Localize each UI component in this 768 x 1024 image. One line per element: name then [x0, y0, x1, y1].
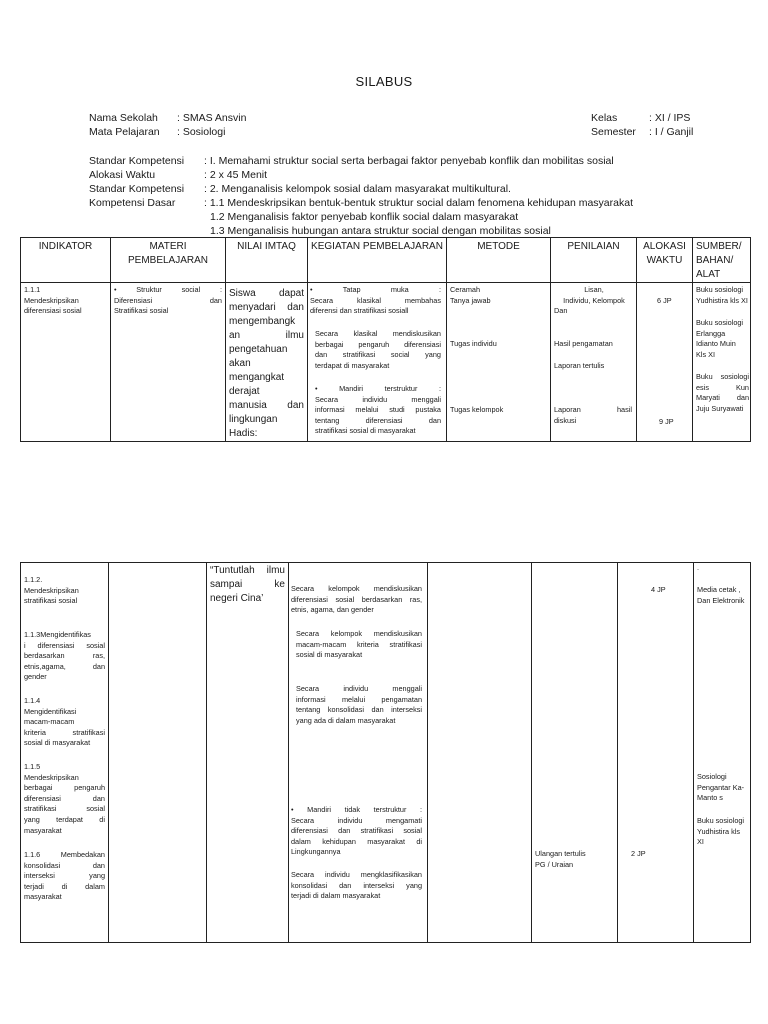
text-line: stratifikasi sosial di masyarakat	[315, 426, 416, 436]
kegiatan-mandiri-terstruktur	[315, 384, 441, 437]
text-line: berdasarkan ras,	[24, 651, 105, 661]
text-line: Lingkungannya	[291, 847, 341, 857]
text-line: etnis,agama, dan	[24, 661, 105, 671]
text-line: Manto s	[697, 793, 723, 803]
sumber-cell-2	[694, 563, 751, 943]
text-line: Secara kelompok mendiskusikan	[291, 584, 422, 593]
text-line: Secara individu mengklasifikasikan	[291, 870, 422, 879]
text-line: Ulangan tertulis	[535, 849, 586, 858]
text-line: Dan	[554, 306, 568, 316]
nama-sekolah-label: Nama Sekolah	[89, 112, 158, 124]
text-line: an ilmu	[229, 330, 304, 341]
text-line: Lisan,	[584, 285, 604, 294]
alokasi-waktu-label: Alokasi Waktu	[89, 169, 156, 181]
text-line: menyadari dan	[229, 302, 304, 313]
kegiatan-individu-2	[291, 870, 422, 902]
text-line: mengembangk	[229, 316, 296, 327]
text-line: dalam kehidupan masyarakat di	[291, 836, 422, 846]
text-line: 1.1.4	[24, 696, 41, 705]
header-nilai-imtaq: NILAI IMTAQ	[226, 238, 308, 283]
text-line: Secara individu mengamati	[291, 815, 422, 825]
header-kegiatan: KEGIATAN PEMBELAJARAN	[308, 238, 447, 283]
text-line: dan stratifikasi social yang	[315, 350, 441, 360]
text-line: Buku sosiologi	[696, 372, 749, 381]
text-line: interseksi yang	[24, 871, 105, 881]
materi-text	[114, 285, 222, 317]
text-line: Erlangga	[696, 328, 726, 338]
sumber-media-cetak	[697, 585, 744, 606]
header-alokasi: ALOKASI WAKTU	[637, 238, 693, 283]
text-line: etnis, agama, dan gender	[291, 605, 374, 615]
text-line: 1.1.6 Membedakan	[24, 850, 105, 859]
text-line: diferensiasi sosial	[24, 306, 82, 316]
table-row	[21, 283, 751, 442]
text-line: Kls XI	[696, 349, 716, 359]
text-line: Mengidentifikasi	[24, 706, 77, 716]
text-line: akan	[229, 358, 251, 369]
penilaian-hasil-pengamatan: Hasil pengamatan	[554, 339, 613, 348]
text-line: Maryati dan	[696, 393, 749, 403]
indikator-1-1-4	[24, 696, 105, 749]
semester-label: Semester	[591, 126, 636, 138]
sumber-esis	[696, 372, 749, 414]
metode-cell-2	[428, 563, 532, 943]
indikator-1-1-5	[24, 762, 105, 836]
text-line: Dan Elektronik	[697, 595, 745, 605]
text-line: berbagai pengaruh	[24, 783, 105, 793]
table-row	[21, 563, 751, 943]
kegiatan-individu-1	[296, 684, 422, 726]
text-line: Buku sosiologi	[696, 318, 744, 327]
text-line: esis Kun	[696, 382, 749, 392]
text-line: informasi melalui studi pustaka	[315, 405, 441, 415]
text-line: stratifikasi sosial	[24, 804, 105, 814]
text-line: Ceramah	[450, 285, 481, 294]
syllabus-table-1	[20, 237, 751, 442]
text-line: terjadi di dalam masyarakat	[291, 891, 381, 901]
text-line: yang terdapat di	[24, 814, 105, 824]
indikator-1-1-1	[24, 285, 108, 317]
text-line: sosial di masyarakat	[296, 650, 363, 660]
imtaq-cell	[226, 283, 308, 442]
text-line: Hadis:	[229, 428, 258, 439]
sumber-yudhistira-2	[697, 816, 744, 848]
standard-label-1: Standar Kompetensi	[89, 155, 185, 167]
text-line: macam-macam kriteria stratifikasi	[296, 639, 422, 649]
indikator-1-1-2	[24, 575, 107, 607]
text-line: Juju Suryawati	[696, 403, 744, 413]
materi-cell-2	[109, 563, 207, 943]
penilaian-laporan-diskusi	[554, 405, 632, 426]
kegiatan-kelompok-1	[291, 584, 422, 616]
text-line: • Tatap muka :	[310, 285, 441, 294]
alokasi-2jp: 2 JP	[631, 849, 646, 858]
text-line: • Mandiri tidak terstruktur :	[291, 805, 422, 814]
text-line: 1.1.5	[24, 762, 41, 771]
alokasi-waktu-value: : 2 x 45 Menit	[204, 169, 268, 181]
kompetensi-dasar-label: Kompetensi Dasar	[89, 197, 176, 209]
kegiatan-cell	[308, 283, 447, 442]
text-line: 1.1.1	[24, 285, 41, 294]
text-line: Pengantar Ka-	[697, 782, 745, 792]
semester-value: : I / Ganjil	[649, 126, 694, 138]
text-line: berbagai pengaruh diferensiasi	[315, 339, 441, 349]
text-line: Yudhistira kls XI	[696, 295, 748, 305]
text-line: • Struktur social :	[114, 285, 222, 294]
text-line: diferensiasi dan stratifikasi sosial	[291, 826, 422, 836]
text-line: 1.1.2.	[24, 575, 43, 584]
text-line: terjadi di dalam	[24, 881, 105, 891]
text-line: Mendeskripsikan	[24, 772, 79, 782]
indikator-cell	[21, 283, 111, 442]
standard-label-2: Standar Kompetensi	[89, 183, 185, 195]
text-line: Sosiologi	[697, 772, 727, 781]
text-line: konsolidasi dan interseksi yang	[291, 880, 422, 890]
table-header-row	[21, 238, 751, 283]
text-line: gender	[24, 672, 47, 682]
penilaian-lisan	[554, 285, 634, 317]
text-line: Secara individu menggali	[315, 394, 441, 404]
text-line: diferensi dan stratifikasi sosiall	[310, 306, 409, 316]
text-line: masyarakat	[24, 825, 62, 835]
alokasi-6jp: 6 JP	[657, 296, 672, 305]
metode-tugas-individu: Tugas individu	[450, 339, 497, 348]
header-metode: METODE	[447, 238, 551, 283]
text-line: yang ada di dalam masyarakat	[296, 715, 396, 725]
text-line: mengangkat	[229, 372, 285, 383]
kegiatan-tatap-muka	[310, 285, 441, 317]
mata-pelajaran-value: : Sosiologi	[177, 126, 226, 138]
text-line: 1.1.3Mengidentifikas	[24, 630, 91, 639]
text-line: konsolidasi dan	[24, 860, 105, 870]
text-line: Buku sosiologi	[697, 816, 745, 825]
metode-ceramah	[450, 285, 491, 306]
nama-sekolah-value: : SMAS Ansvin	[177, 112, 247, 124]
metode-tugas-kelompok: Tugas kelompok	[450, 405, 504, 414]
text-line: “Tuntutlah ilmu	[210, 565, 285, 576]
kompetensi-dasar-1: : 1.1 Mendeskripsikan bentuk-bentuk struktur social dalam fenomena kehidupan masyarakat	[204, 197, 633, 209]
mata-pelajaran-label: Mata Pelajaran	[89, 126, 160, 138]
indikator-1-1-3	[24, 630, 105, 683]
text-line: Idianto Muin	[696, 339, 736, 349]
sumber-cell	[693, 283, 751, 442]
header-materi: MATERI PEMBELAJARAN	[111, 238, 226, 283]
alokasi-4jp: 4 JP	[651, 585, 666, 594]
standard-value-2: : 2. Menganalisis kelompok sosial dalam masyarakat multikultural.	[204, 183, 511, 195]
text-line: Buku sosiologi	[696, 285, 744, 294]
penilaian-cell	[551, 283, 637, 442]
text-line: • Mandiri terstruktur :	[315, 384, 441, 393]
text-line: derajat	[229, 386, 260, 397]
text-line: Individu, Kelompok	[563, 295, 625, 305]
text-line: diskusi	[554, 415, 577, 425]
text-line: Diferensiasi dan	[114, 295, 222, 305]
header-sumber: SUMBER/ BAHAN/ ALAT	[693, 238, 751, 283]
imtaq-cell-2	[207, 563, 289, 943]
text-line: sampai ke	[210, 579, 285, 590]
text-line: Stratifikasi sosial	[114, 306, 169, 316]
indikator-cell-2	[21, 563, 109, 943]
text-line: diferensiasi sosial berdasarkan ras,	[291, 594, 422, 604]
text-line: Mendeskripsikan	[24, 295, 79, 305]
penilaian-cell-2	[532, 563, 618, 943]
text-line: tentang konsolidasi dan interseksi	[296, 705, 422, 715]
syllabus-table-2	[20, 562, 751, 943]
penilaian-ulangan	[535, 849, 586, 870]
penilaian-laporan-tertulis: Laporan tertulis	[554, 361, 605, 370]
text-line: PG / Uraian	[535, 859, 574, 869]
alokasi-9jp: 9 JP	[659, 417, 674, 426]
sumber-erlangga	[696, 318, 743, 360]
kegiatan-klasikal	[315, 329, 441, 371]
text-line: i diferensiasi sosial	[24, 640, 105, 650]
standard-value-1: : I. Memahami struktur social serta berbagai faktor penyebab konflik dan mobilitas sosial	[204, 155, 614, 167]
metode-cell	[447, 283, 551, 442]
page-title: SILABUS	[355, 74, 413, 89]
sumber-dot: .	[697, 563, 700, 572]
text-line: Secara klasikal membahas	[310, 295, 441, 305]
imtaq-hadis	[210, 564, 285, 606]
text-line: Siswa dapat	[229, 288, 304, 299]
text-line: terdapat di masyarakat	[315, 360, 390, 370]
text-line: informasi melalui pengamatan	[296, 694, 422, 704]
text-line: tentang diferensiasi dan	[315, 415, 441, 425]
kegiatan-kelompok-2	[296, 629, 422, 661]
text-line: sosial di masyarakat	[24, 738, 91, 748]
text-line: Media cetak ,	[697, 585, 741, 594]
text-line: macam-macam	[24, 717, 75, 727]
text-line: kriteria stratifikasi	[24, 727, 105, 737]
text-line: Secara kelompok mendiskusikan	[296, 629, 422, 638]
text-line: lingkungan	[229, 414, 278, 425]
sumber-yudhistira	[696, 285, 748, 306]
text-line: Secara klasikal mendiskusikan	[315, 329, 441, 338]
kompetensi-dasar-2: 1.2 Menganalisis faktor penyebab konflik social dalam masyarakat	[210, 211, 519, 223]
text-line: XI	[697, 837, 704, 847]
header-penilaian: PENILAIAN	[551, 238, 637, 283]
kegiatan-cell-2	[289, 563, 428, 943]
text-line: negeri Cina’	[210, 593, 264, 604]
kelas-label: Kelas	[591, 112, 618, 124]
text-line: Yudhistira kls	[697, 826, 740, 836]
alokasi-cell-2	[618, 563, 694, 943]
kegiatan-mandiri-tidak-terstruktur	[291, 805, 422, 858]
text-line: stratifikasi sosial	[24, 596, 78, 606]
kompetensi-dasar-3: 1.3 Menganalisis hubungan antara struktur social dengan mobilitas sosial	[210, 225, 551, 237]
materi-cell	[111, 283, 226, 442]
alokasi-cell	[637, 283, 693, 442]
text-line: Tanya jawab	[450, 295, 491, 305]
text-line: diferensiasi dan	[24, 793, 105, 803]
text-line: masyarakat	[24, 892, 62, 902]
sumber-sosiologi-pengantar	[697, 772, 744, 804]
header-indikator: INDIKATOR	[21, 238, 111, 283]
indikator-1-1-6	[24, 850, 105, 903]
kelas-value: : XI / IPS	[649, 112, 691, 124]
text-line: manusia dan	[229, 400, 304, 411]
imtaq-text	[229, 287, 304, 441]
text-line: Mendeskripsikan	[24, 585, 79, 595]
text-line: Secara individu menggali	[296, 684, 422, 693]
text-line: pengetahuan	[229, 344, 288, 355]
text-line: Laporan hasil	[554, 405, 632, 414]
